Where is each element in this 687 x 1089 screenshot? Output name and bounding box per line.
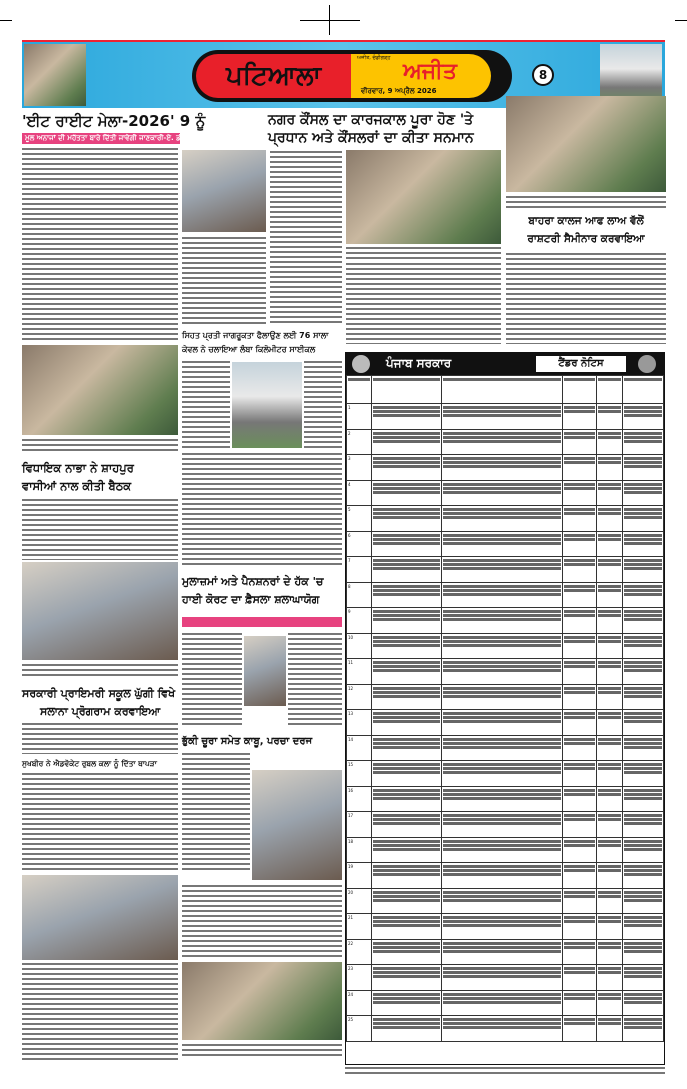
- tender-cell: [622, 582, 663, 608]
- tender-serial: 10: [347, 633, 372, 659]
- tender-serial: 8: [347, 582, 372, 608]
- article-text: [304, 360, 342, 448]
- tender-cell: [372, 990, 442, 1016]
- tender-cell: [562, 837, 597, 863]
- tender-cell: [372, 633, 442, 659]
- tender-serial: 6: [347, 531, 372, 557]
- tender-cell: [597, 531, 622, 557]
- article-text: [346, 262, 501, 344]
- tender-cell: [442, 1016, 562, 1042]
- tender-cell: [372, 888, 442, 914]
- tender-cell: [442, 710, 562, 736]
- photo-caption: [506, 195, 666, 209]
- tender-cell: [442, 888, 562, 914]
- tender-cell: [597, 761, 622, 787]
- tender-cell: [442, 633, 562, 659]
- tender-serial: 5: [347, 506, 372, 532]
- tender-cell: [442, 531, 562, 557]
- tender-cell: [562, 914, 597, 940]
- tender-cell: [372, 480, 442, 506]
- article-text: [270, 150, 342, 324]
- tender-cell: [622, 684, 663, 710]
- tender-cell: [372, 506, 442, 532]
- tender-cell: [442, 429, 562, 455]
- tender-row: [347, 557, 664, 583]
- headline-council-2: ਪ੍ਰਧਾਨ ਅਤੇ ਕੌਂਸਲਰਾਂ ਦਾ ਕੀਤਾ ਸਨਮਾਨ: [268, 130, 474, 146]
- tender-cell: [622, 1016, 663, 1042]
- tender-cell: [562, 888, 597, 914]
- tender-row: [347, 633, 664, 659]
- tender-cell: [622, 557, 663, 583]
- article-text: [506, 252, 666, 344]
- tender-cell: [562, 557, 597, 583]
- tender-serial: 15: [347, 761, 372, 787]
- tender-cell: [562, 429, 597, 455]
- photo-caption: [22, 663, 178, 679]
- police-photo: [252, 770, 342, 880]
- tender-row: [347, 837, 664, 863]
- tender-cell: [562, 480, 597, 506]
- tender-serial: 16: [347, 786, 372, 812]
- tender-cell: [597, 965, 622, 991]
- tender-cell: [372, 965, 442, 991]
- article-text: [22, 147, 178, 342]
- tender-row: [347, 429, 664, 455]
- tender-cell: [372, 761, 442, 787]
- tender-cell: [597, 582, 622, 608]
- tender-cell: [597, 786, 622, 812]
- tender-cell: [372, 863, 442, 889]
- headline-school-2: ਸਲਾਨਾ ਪ੍ਰੋਗਰਾਮ ਕਰਵਾਇਆ: [40, 705, 161, 718]
- headline-sukhbir: ਸੁਖਬੀਰ ਨੇ ਐਡਵੋਕੇਟ ਰੁਬਲ ਕਲਾ ਨੂੰ ਦਿੱਤਾ ਥਾਪੜਾ: [22, 759, 157, 768]
- tender-cell: [622, 786, 663, 812]
- subheadline-court: [182, 617, 342, 627]
- portrait-photo: [244, 636, 286, 706]
- council-photo: [346, 150, 501, 244]
- tender-cell: [597, 684, 622, 710]
- tender-cell: [597, 914, 622, 940]
- tender-serial: 3: [347, 455, 372, 481]
- tender-cell: [442, 812, 562, 838]
- tender-serial: 18: [347, 837, 372, 863]
- group-photo: [22, 345, 178, 435]
- tender-cell: [442, 506, 562, 532]
- tender-cell: [597, 710, 622, 736]
- tender-cell: [562, 812, 597, 838]
- tender-cell: [622, 710, 663, 736]
- tender-cell: [597, 659, 622, 685]
- tender-cell: [372, 939, 442, 965]
- tender-cell: [597, 1016, 622, 1042]
- tender-row: [347, 710, 664, 736]
- photo-caption: [346, 246, 501, 260]
- tender-cell: [597, 608, 622, 634]
- tender-cell: [597, 812, 622, 838]
- tender-cell: [442, 735, 562, 761]
- tender-cell: [372, 1016, 442, 1042]
- tender-cell: [372, 914, 442, 940]
- tender-cell: [442, 557, 562, 583]
- tender-row: [347, 506, 664, 532]
- tender-cell: [622, 633, 663, 659]
- tender-cell: [622, 837, 663, 863]
- tender-cell: [597, 735, 622, 761]
- tender-footer: [345, 1066, 665, 1074]
- article-text: [22, 772, 178, 872]
- tender-serial: 9: [347, 608, 372, 634]
- tender-cell: [442, 455, 562, 481]
- tender-cell: [597, 404, 622, 430]
- tender-row: [347, 404, 664, 430]
- tender-cell: [622, 480, 663, 506]
- tender-cell: [372, 786, 442, 812]
- tender-cell: [622, 608, 663, 634]
- tender-cell: [562, 965, 597, 991]
- masthead-logo: [192, 50, 512, 102]
- tender-row: [347, 863, 664, 889]
- tender-cell: [562, 863, 597, 889]
- tender-cell: [372, 429, 442, 455]
- tender-serial: 14: [347, 735, 372, 761]
- tender-cell: [597, 990, 622, 1016]
- tender-cell: [562, 684, 597, 710]
- tender-cell: [597, 939, 622, 965]
- tender-row: [347, 761, 664, 787]
- tender-cell: [562, 455, 597, 481]
- tender-serial: 1: [347, 404, 372, 430]
- article-text: [182, 236, 266, 324]
- tender-row: [347, 455, 664, 481]
- tender-serial: 7: [347, 557, 372, 583]
- tender-serial: 25: [347, 1016, 372, 1042]
- tender-serial: 24: [347, 990, 372, 1016]
- tender-row: [347, 888, 664, 914]
- tender-title: ਟੈਂਡਰ ਨੋਟਿਸ: [536, 356, 626, 372]
- tender-row: [347, 914, 664, 940]
- tender-cell: [442, 684, 562, 710]
- tender-serial: 23: [347, 965, 372, 991]
- tender-cell: [597, 633, 622, 659]
- tender-cell: [372, 659, 442, 685]
- tender-cell: [562, 608, 597, 634]
- page-number: 8: [532, 64, 554, 86]
- tender-cell: [562, 786, 597, 812]
- crop-mark: [300, 20, 360, 21]
- tender-cell: [622, 404, 663, 430]
- tender-cell: [562, 939, 597, 965]
- tender-cell: [562, 990, 597, 1016]
- tender-cell: [597, 557, 622, 583]
- headline-court-2: ਹਾਈ ਕੋਰਟ ਦਾ ਫ਼ੈਸਲਾ ਸ਼ਲਾਘਾਯੋਗ: [182, 593, 320, 606]
- tender-cell: [622, 659, 663, 685]
- tender-serial: 22: [347, 939, 372, 965]
- tender-cell: [622, 761, 663, 787]
- tender-row: [347, 684, 664, 710]
- tender-cell: [622, 990, 663, 1016]
- headline-bahra-2: ਰਾਸ਼ਟਰੀ ਸੈਮੀਨਾਰ ਕਰਵਾਇਆ: [527, 233, 645, 245]
- tender-cell: [622, 914, 663, 940]
- tender-row: [347, 786, 664, 812]
- headline-nabha-2: ਵਾਸੀਆਂ ਨਾਲ ਕੀਤੀ ਬੈਠਕ: [22, 479, 132, 493]
- subheadline-eat-right: ਮੂਲ ਅਨਾਜਾਂ ਦੀ ਮਹੱਤਤਾ ਬਾਰੇ ਦਿੱਤੀ ਜਾਵੇਗੀ ਜਾਣਕਾਰੀ-ਏ. ਡੀ. ਸੀ.: [22, 133, 180, 144]
- tender-cell: [442, 939, 562, 965]
- brand-name: ਅਜੀਤ: [403, 59, 457, 84]
- tender-cell: [372, 455, 442, 481]
- tender-cell: [562, 531, 597, 557]
- tender-cell: [622, 735, 663, 761]
- tender-row: [347, 659, 664, 685]
- issue-date: ਵੀਰਵਾਰ, 9 ਅਪ੍ਰੈਲ 2026: [361, 87, 437, 95]
- tender-cell: [622, 965, 663, 991]
- tender-cell: [372, 531, 442, 557]
- tender-cell: [562, 404, 597, 430]
- tender-cell: [442, 837, 562, 863]
- article-text: [22, 962, 178, 1062]
- tender-row: [347, 531, 664, 557]
- tender-serial: 21: [347, 914, 372, 940]
- punjab-emblem-icon: [352, 355, 370, 373]
- tender-cell: [622, 531, 663, 557]
- tender-cell: [622, 888, 663, 914]
- tender-cell: [562, 1016, 597, 1042]
- school-photo: [22, 562, 178, 660]
- tender-govt-label: ਪੰਜਾਬ ਸਰਕਾਰ: [386, 356, 452, 370]
- crop-mark: [329, 5, 330, 35]
- tender-cell: [442, 761, 562, 787]
- article-text: [182, 884, 342, 959]
- photo-caption: [22, 438, 178, 454]
- headline-nabha-1: ਵਿਧਾਇਕ ਨਾਭਾ ਨੇ ਸ਼ਾਹਪੁਰ: [22, 461, 134, 475]
- tender-table: [346, 375, 664, 1042]
- tender-cell: [562, 633, 597, 659]
- sukhbir-photo: [22, 875, 178, 960]
- tender-cell: [372, 557, 442, 583]
- tender-notice: [345, 352, 665, 1065]
- tender-cell: [372, 710, 442, 736]
- tender-cell: [562, 582, 597, 608]
- tender-serial: 4: [347, 480, 372, 506]
- tender-cell: [562, 735, 597, 761]
- tender-cell: [442, 582, 562, 608]
- tender-cell: [372, 812, 442, 838]
- headline-bhukki: ਭੁੱਕੀ ਚੂਰਾ ਸਮੇਤ ਕਾਬੂ, ਪਰਚਾ ਦਰਜ: [182, 736, 313, 747]
- tender-cell: [442, 914, 562, 940]
- tender-cell: [622, 863, 663, 889]
- tender-cell: [372, 735, 442, 761]
- headline-cycle-2: ਕੇਵਲ ਨੇ ਚਲਾਇਆ ਲੰਬਾ ਕਿਲੋਮੀਟਰ ਸਾਈਕਲ: [182, 345, 316, 354]
- tender-cell: [597, 480, 622, 506]
- article-text: [182, 752, 250, 872]
- tender-header: [346, 353, 664, 375]
- article-text: [182, 632, 242, 727]
- tender-cell: [372, 608, 442, 634]
- tender-cell: [442, 863, 562, 889]
- tender-cell: [597, 429, 622, 455]
- tender-serial: 19: [347, 863, 372, 889]
- tender-cell: [442, 990, 562, 1016]
- tender-row: [347, 608, 664, 634]
- tender-cell: [372, 582, 442, 608]
- tender-cell: [562, 761, 597, 787]
- department-logo-icon: [638, 355, 656, 373]
- tender-cell: [442, 404, 562, 430]
- tender-cell: [372, 837, 442, 863]
- tender-serial: 11: [347, 659, 372, 685]
- photo-caption: [182, 1043, 342, 1057]
- tender-cell: [622, 812, 663, 838]
- tender-cell: [622, 429, 663, 455]
- tender-row: [347, 990, 664, 1016]
- headline-court-1: ਮੁਲਾਜ਼ਮਾਂ ਅਤੇ ਪੈਨਸ਼ਨਰਾਂ ਦੇ ਹੱਕ 'ਚ: [182, 575, 324, 588]
- tender-cell: [597, 863, 622, 889]
- tender-cell: [372, 684, 442, 710]
- tender-serial: 2: [347, 429, 372, 455]
- tender-cell: [622, 939, 663, 965]
- article-text: [182, 360, 230, 448]
- tender-cell: [442, 659, 562, 685]
- section-name: ਪਟਿਆਲਾ: [196, 54, 351, 98]
- heritage-photo: [24, 44, 86, 106]
- tender-row: [347, 1016, 664, 1042]
- tender-cell: [562, 710, 597, 736]
- crop-mark: [675, 20, 687, 21]
- headline-school-1: ਸਰਕਾਰੀ ਪ੍ਰਾਇਮਰੀ ਸਕੂਲ ਘੁੱਗੀ ਵਿਖੇ: [22, 687, 176, 700]
- tender-cell: [442, 608, 562, 634]
- tender-cell: [372, 404, 442, 430]
- headline-bahra-1: ਬਾਹਰਾ ਕਾਲਜ ਆਫ ਲਾਅ ਵੱਲੋਂ: [528, 215, 644, 227]
- cyclist-photo: [232, 362, 302, 448]
- headline-eat-right: 'ਈਟ ਰਾਈਟ ਮੇਲਾ-2026' 9 ਨੂੰ: [22, 112, 206, 130]
- tender-serial: 12: [347, 684, 372, 710]
- tender-serial: 17: [347, 812, 372, 838]
- tender-serial: 20: [347, 888, 372, 914]
- article-text: [288, 632, 342, 727]
- eat-right-photo: [182, 150, 266, 232]
- headline-council-1: ਨਗਰ ਕੌਂਸਲ ਦਾ ਕਾਰਜਕਾਲ ਪੂਰਾ ਹੋਣ 'ਤੇ: [268, 112, 474, 128]
- tender-cell: [562, 506, 597, 532]
- article-text: [182, 452, 342, 568]
- article-text: [22, 722, 178, 754]
- edition: ਅਜੀਤ, ਚੰਡੀਗੜ੍ਹ: [357, 55, 391, 61]
- tender-row: [347, 735, 664, 761]
- article-text: [22, 498, 178, 560]
- tender-cell: [442, 480, 562, 506]
- tender-cell: [622, 455, 663, 481]
- tender-cell: [597, 837, 622, 863]
- tender-cell: [597, 506, 622, 532]
- tender-row: [347, 480, 664, 506]
- crop-mark: [0, 20, 12, 21]
- tender-serial: 13: [347, 710, 372, 736]
- tender-row: [347, 812, 664, 838]
- college-photo: [506, 96, 666, 192]
- tender-cell: [442, 965, 562, 991]
- tender-cell: [442, 786, 562, 812]
- tender-row: [347, 965, 664, 991]
- tender-row: [347, 939, 664, 965]
- tender-cell: [562, 659, 597, 685]
- headline-cycle-1: ਸਿਹਤ ਪ੍ਰਤੀ ਜਾਗਰੂਕਤਾ ਫੈਲਾਉਣ ਲਈ 76 ਸਾਲਾ: [182, 331, 329, 340]
- tender-cell: [622, 506, 663, 532]
- meeting-photo: [182, 962, 342, 1040]
- tender-row: [347, 582, 664, 608]
- tender-cell: [597, 888, 622, 914]
- tender-cell: [597, 455, 622, 481]
